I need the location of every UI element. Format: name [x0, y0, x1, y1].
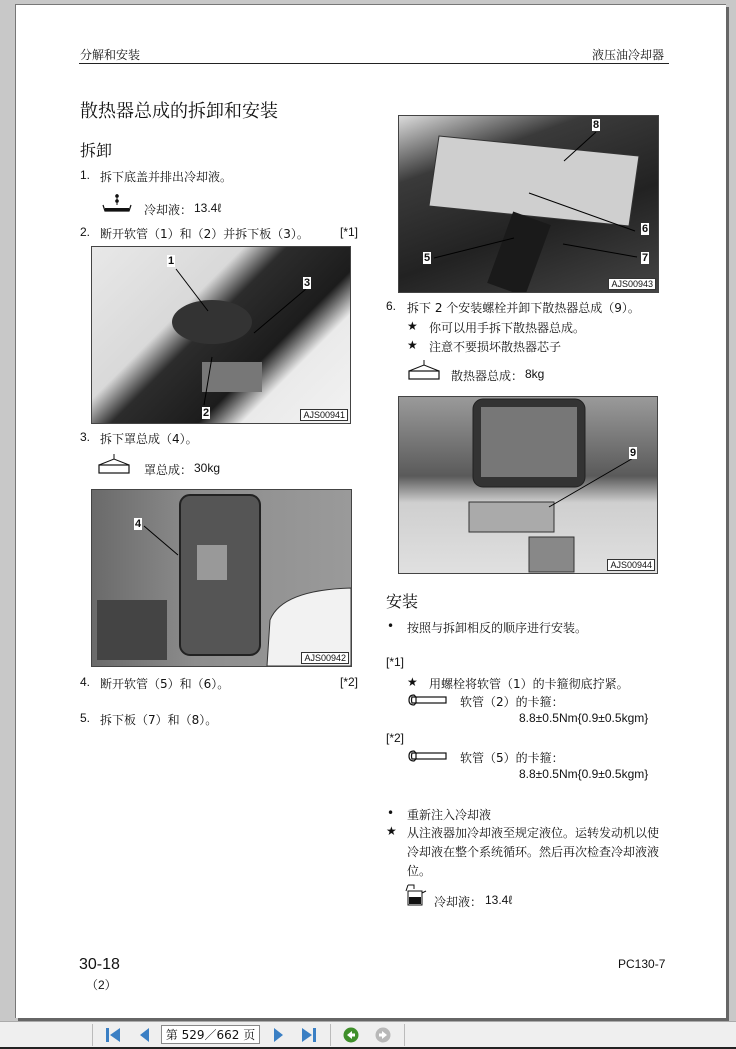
step-number: 6. — [386, 299, 397, 313]
step-number: 4. — [80, 675, 91, 689]
callout-label: 4 — [135, 518, 142, 530]
reference-marker: [*1] — [340, 225, 359, 239]
torque-label: 软管（2）的卡箍： — [460, 695, 564, 709]
callout-label: 3 — [304, 277, 311, 289]
callout-label: 9 — [630, 447, 637, 459]
previous-page-button[interactable] — [135, 1026, 155, 1044]
note-line: 位。 — [407, 864, 432, 878]
next-page-button[interactable] — [268, 1026, 288, 1044]
star-icon: ★ — [407, 338, 418, 352]
torque-value: 8.8±0.5Nm{0.9±0.5kgm} — [519, 767, 649, 781]
note-line: 冷却液在整个系统循环。然后再次检查冷却液液 — [407, 845, 660, 859]
model-name: PC130-7 — [618, 957, 666, 971]
forward-button[interactable] — [373, 1026, 393, 1044]
callout-label: 6 — [642, 223, 649, 235]
coolant-value: 13.4ℓ — [485, 893, 513, 907]
star-icon: ★ — [386, 824, 397, 838]
lifting-weight-icon — [97, 453, 131, 475]
revision-number: （2） — [86, 978, 117, 992]
photo-radiator-top — [398, 115, 659, 293]
step-number: 5. — [80, 711, 91, 725]
coolant-value: 13.4ℓ — [194, 201, 222, 215]
weight-label: 散热器总成： — [451, 369, 524, 383]
step-text: 拆下罩总成（4）。 — [100, 432, 198, 446]
toolbar-separator — [330, 1024, 331, 1046]
page-number-input[interactable]: 第 529／662 页 — [161, 1025, 260, 1044]
page-code: 30-18 — [79, 956, 120, 973]
photo-radiator-lift — [398, 396, 658, 574]
step-text: 拆下板（7）和（8）。 — [100, 713, 218, 727]
section-header-right: 液压油冷却器 — [592, 48, 665, 62]
coolant-label: 冷却液： — [144, 203, 193, 217]
step-text: 拆下底盖并排出冷却液。 — [100, 170, 233, 184]
step-number: 1. — [80, 168, 91, 182]
step-number: 3. — [80, 430, 91, 444]
note-text: 注意不要损坏散热器芯子 — [429, 340, 562, 354]
step-text: 拆下 2 个安装螺栓并卸下散热器总成（9）。 — [407, 301, 640, 315]
step-number: 2. — [80, 225, 91, 239]
refill-can-icon — [404, 883, 428, 907]
step-text: 断开软管（5）和（6）。 — [100, 677, 230, 691]
section-header-left: 分解和安装 — [80, 48, 141, 62]
figure-code: AJS00943 — [608, 278, 656, 290]
figure-code: AJS00942 — [301, 652, 349, 664]
torque-label: 软管（5）的卡箍： — [460, 751, 564, 765]
star-icon: ★ — [407, 319, 418, 333]
step-text: 断开软管（1）和（2）并拆下板（3）。 — [100, 227, 309, 241]
wrench-icon — [407, 692, 449, 706]
back-button[interactable] — [341, 1026, 361, 1044]
reference-marker: [*2] — [386, 731, 405, 745]
callout-label: 2 — [203, 407, 210, 419]
weight-value: 8kg — [525, 367, 545, 381]
callout-label: 1 — [168, 255, 175, 267]
star-icon: ★ — [407, 675, 418, 689]
torque-value: 8.8±0.5Nm{0.9±0.5kgm} — [519, 711, 649, 725]
header-rule — [79, 63, 669, 64]
note-text: 你可以用手拆下散热器总成。 — [429, 321, 586, 335]
figure-code: AJS00944 — [607, 559, 655, 571]
toolbar-separator — [404, 1024, 405, 1046]
note-text: 用螺栓将软管（1）的卡箍彻底拧紧。 — [429, 677, 629, 691]
callout-label: 7 — [642, 252, 649, 264]
navigation-toolbar — [0, 1021, 736, 1049]
coolant-label: 冷却液： — [434, 895, 483, 909]
lifting-weight-icon — [407, 359, 441, 381]
installation-heading: 安装 — [386, 592, 419, 611]
weight-label: 罩总成： — [144, 463, 193, 477]
callout-label: 8 — [593, 119, 600, 131]
weight-value: 30kg — [194, 461, 221, 475]
note-line: 从注液器加冷却液至规定液位。运转发动机以使 — [407, 826, 660, 840]
last-page-button[interactable] — [299, 1026, 319, 1044]
page-title: 散热器总成的拆卸和安装 — [80, 101, 278, 122]
bullet-text: 按照与拆卸相反的顺序进行安装。 — [407, 621, 588, 635]
wrench-icon — [407, 748, 449, 762]
bullet-icon: • — [387, 619, 395, 633]
photo-cover-assembly — [91, 489, 352, 667]
bullet-text: 重新注入冷却液 — [407, 808, 492, 822]
first-page-button[interactable] — [103, 1026, 123, 1044]
photo-hoses-plate — [91, 246, 351, 424]
drain-pan-icon — [100, 193, 134, 215]
reference-marker: [*2] — [340, 675, 359, 689]
figure-code: AJS00941 — [300, 409, 348, 421]
reference-marker: [*1] — [386, 655, 405, 669]
callout-label: 5 — [424, 252, 431, 264]
bullet-icon: • — [387, 806, 395, 820]
removal-heading: 拆卸 — [80, 141, 113, 160]
toolbar-separator — [92, 1024, 93, 1046]
